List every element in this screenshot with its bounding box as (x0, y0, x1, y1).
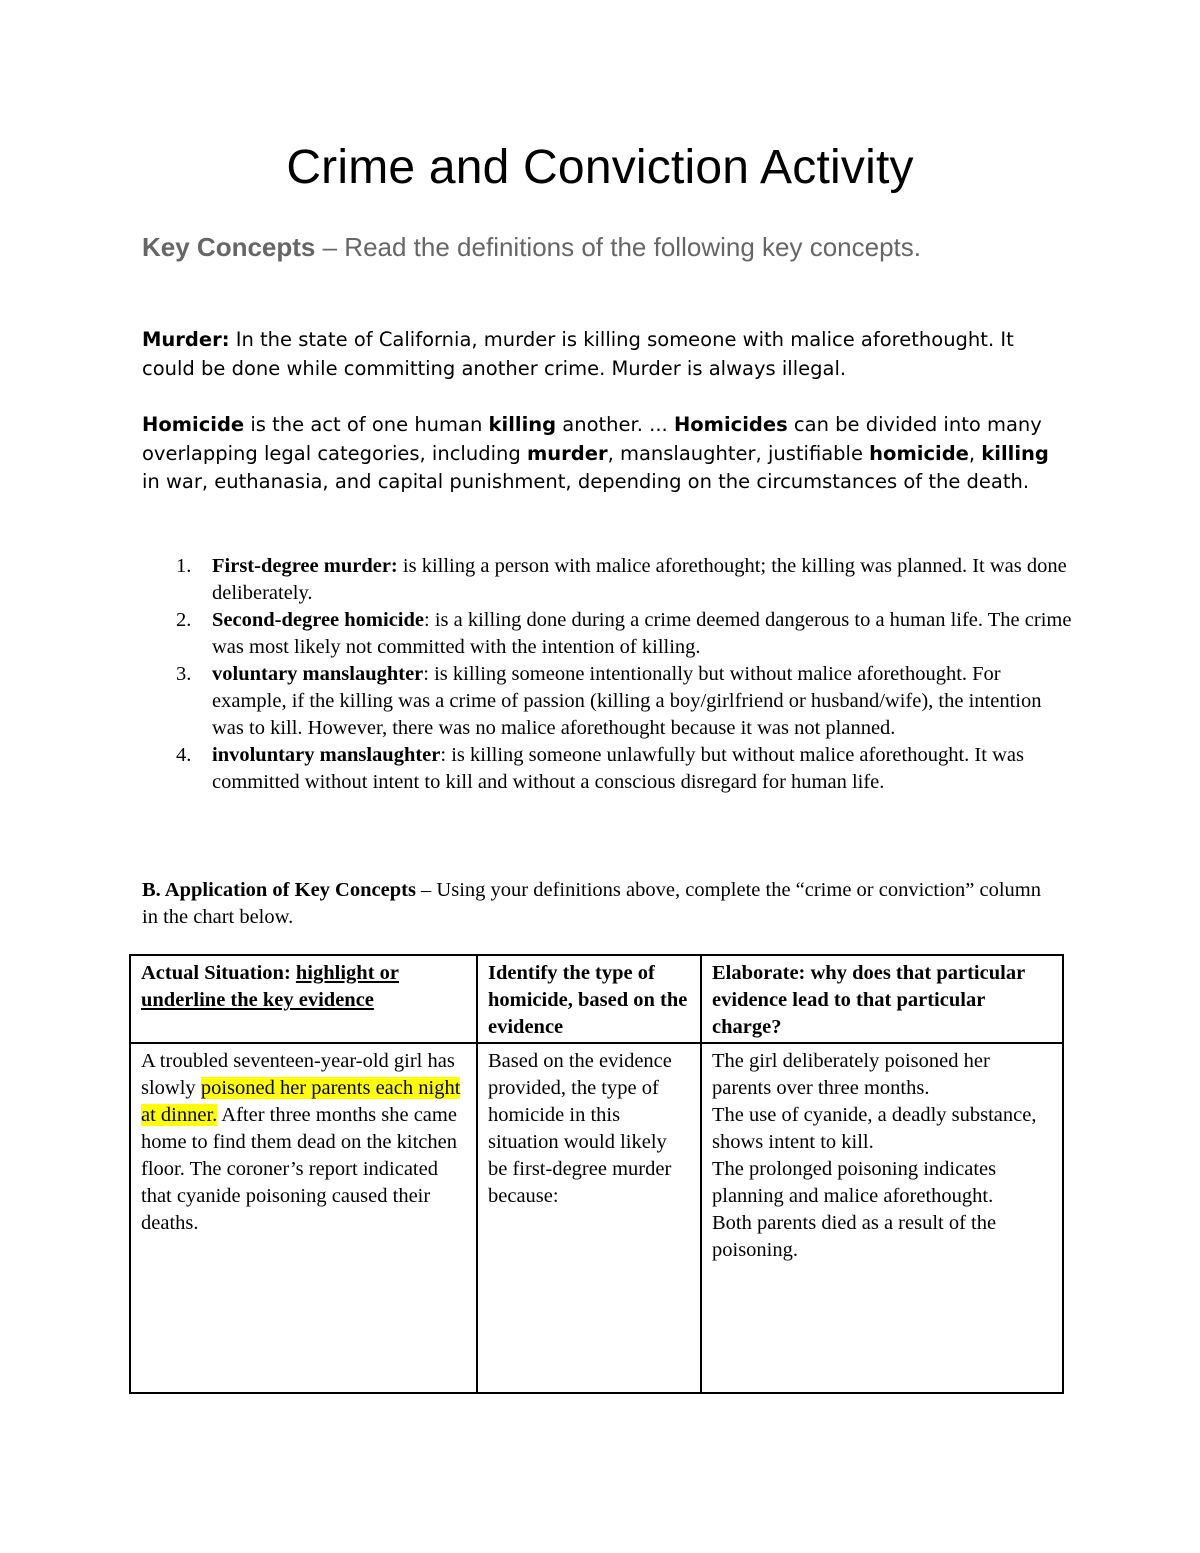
list-number: 1. (176, 555, 192, 577)
situation-text: After three months she came home to find them dead on the kitchen floor. The coroner’s report indicated that cyanide poisoning caused their deaths. (141, 1104, 457, 1234)
table-header-row (130, 955, 1063, 1043)
key-concepts-heading (142, 232, 1142, 263)
elaboration-line: The girl deliberately poisoned her parents over three months. (712, 1050, 990, 1099)
homicide-term: Homicide (142, 413, 245, 436)
header-text: Actual Situation: (141, 962, 296, 984)
definition-item (142, 742, 1072, 796)
elaboration-line: Both parents died as a result of the poisoning. (712, 1212, 997, 1261)
key-concepts-label: Key Concepts (142, 232, 316, 262)
definitions-list (142, 553, 1072, 796)
definition-text: is killing a person with malice aforethought; the killing was planned. It was done deliberately. (212, 555, 1067, 604)
crime-conviction-table (129, 954, 1064, 1394)
definition-text: : is a killing done during a crime deemed dangerous to a human life. The crime was most likely not committed with the intention of killing. (212, 609, 1072, 658)
homicide-keyword: homicide (869, 441, 969, 465)
murder-definition (142, 326, 1072, 383)
homicide-keyword: Homicides (673, 413, 788, 436)
murder-term: Murder: (142, 328, 230, 351)
list-number: 4. (176, 744, 192, 766)
homicide-text: , manslaughter, justifiable (607, 441, 870, 465)
homicide-text: can be divided into many overlapping legal categories, including (142, 413, 1042, 465)
situation-text: A troubled seventeen-year-old girl has slowly (141, 1050, 455, 1099)
header-elaborate: Elaborate: why does that particular evidence lead to that particular charge? (701, 955, 1063, 1043)
highlighted-evidence: poisoned her parents each night at dinner. (141, 1077, 461, 1126)
definition-term: First-degree murder: (212, 555, 398, 577)
murder-text: In the state of California, murder is killing someone with malice aforethought. It could be done while committing another crime. Murder is always illegal. (142, 328, 1014, 380)
table-row (130, 1043, 1063, 1393)
homicide-keyword: killing (981, 441, 1049, 465)
definition-item (142, 661, 1072, 742)
elaboration-line: The use of cyanide, a deadly substance, shows intent to kill. (712, 1104, 1037, 1153)
situation-cell[interactable] (130, 1043, 477, 1393)
homicide-text: , (968, 441, 982, 465)
definition-item (142, 607, 1072, 661)
homicide-text: another. ... (556, 413, 674, 436)
application-instructions (142, 877, 1042, 931)
definition-text: : is killing someone unlawfully but without malice aforethought. It was committed without intent to kill and without a conscious disregard for human life. (212, 744, 1024, 793)
application-text: – Using your definitions above, complete the “crime or conviction” column in the chart below. (142, 879, 1042, 928)
homicide-definition (142, 411, 1072, 497)
header-homicide-type: Identify the type of homicide, based on the evidence (477, 955, 701, 1043)
page-title: Crime and Conviction Activity (286, 141, 914, 194)
homicide-keyword: killing (488, 413, 557, 436)
header-underlined-text: highlight or underline the key evidence (141, 962, 399, 1011)
definition-term: voluntary manslaughter (212, 663, 424, 685)
definition-item (142, 553, 1072, 607)
homicide-text: is the act of one human (244, 413, 489, 436)
application-heading: B. Application of Key Concepts (142, 879, 416, 901)
homicide-type-cell[interactable]: Based on the evidence provided, the type of homicide in this situation would likely be first-degree murder because: (477, 1043, 701, 1393)
elaborate-cell[interactable] (701, 1043, 1063, 1393)
homicide-keyword: murder (526, 441, 608, 465)
elaboration-line: The prolonged poisoning indicates planning and malice aforethought. (712, 1158, 997, 1207)
definition-term: involuntary manslaughter (212, 744, 441, 766)
list-number: 3. (176, 663, 192, 685)
header-actual-situation (130, 955, 477, 1043)
list-number: 2. (176, 609, 192, 631)
homicide-text: in war, euthanasia, and capital punishment, depending on the circumstances of the death. (142, 470, 1030, 493)
definition-term: Second-degree homicide (212, 609, 424, 631)
definition-text: : is killing someone intentionally but without malice aforethought. For example, if the killing was a crime of passion (killing a boy/girlfriend or husband/wife), the intention was to kill. However, there was no malice aforethought because it was not planned. (212, 663, 1042, 739)
key-concepts-instruction: – Read the definitions of the following key concepts. (315, 232, 921, 262)
